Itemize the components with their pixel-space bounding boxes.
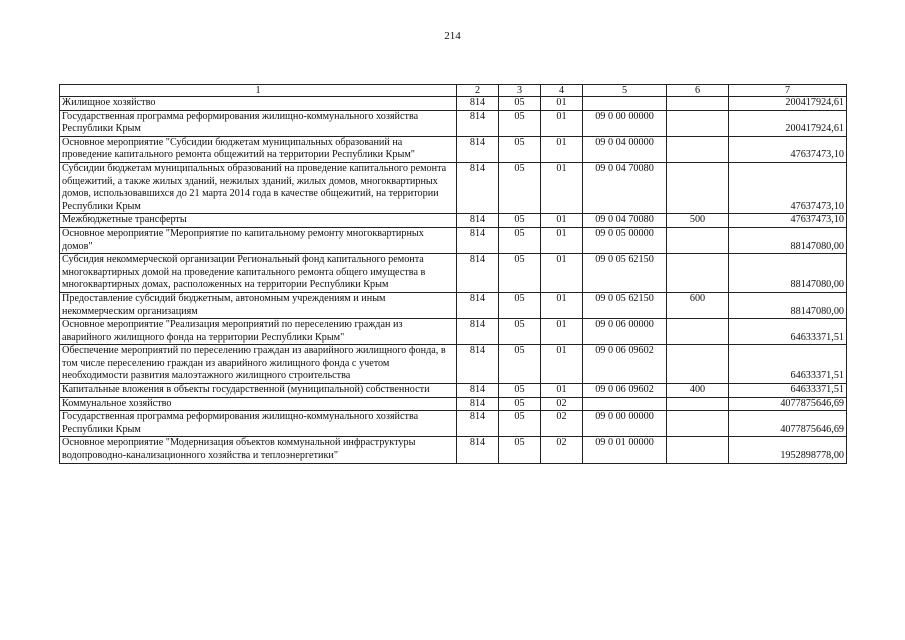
row-target-article-cell: 09 0 05 62150 xyxy=(583,254,667,293)
row-section-cell: 05 xyxy=(499,319,541,345)
row-amount-cell: 4077875646,69 xyxy=(729,411,847,437)
row-amount-cell: 200417924,61 xyxy=(729,97,847,111)
column-header: 6 xyxy=(667,85,729,97)
row-target-article-cell: 09 0 05 00000 xyxy=(583,227,667,253)
table-row xyxy=(60,345,847,384)
row-expense-type-cell: 400 xyxy=(667,384,729,398)
row-name-cell: Основное мероприятие "Субсидии бюджетам муниципальных образований на проведение капитального ремонта общежитий на территории Республики Крым" xyxy=(60,136,457,162)
row-amount-cell: 88147080,00 xyxy=(729,254,847,293)
row-target-article-cell: 09 0 05 62150 xyxy=(583,292,667,318)
row-subsection-cell: 01 xyxy=(541,319,583,345)
row-subsection-cell: 01 xyxy=(541,110,583,136)
row-code-cell: 814 xyxy=(457,227,499,253)
table-row xyxy=(60,136,847,162)
row-code-cell: 814 xyxy=(457,110,499,136)
row-section-cell: 05 xyxy=(499,397,541,411)
column-header: 4 xyxy=(541,85,583,97)
row-expense-type-cell xyxy=(667,319,729,345)
table-row xyxy=(60,397,847,411)
row-target-article-cell: 09 0 04 00000 xyxy=(583,136,667,162)
row-name-cell: Коммунальное хозяйство xyxy=(60,397,457,411)
row-amount-cell: 200417924,61 xyxy=(729,110,847,136)
row-section-cell: 05 xyxy=(499,162,541,213)
row-code-cell: 814 xyxy=(457,319,499,345)
table-row xyxy=(60,411,847,437)
row-name-cell: Основное мероприятие "Мероприятие по капитальному ремонту многоквартирных домов" xyxy=(60,227,457,253)
row-code-cell: 814 xyxy=(457,97,499,111)
row-amount-cell: 4077875646,69 xyxy=(729,397,847,411)
row-section-cell: 05 xyxy=(499,97,541,111)
row-subsection-cell: 01 xyxy=(541,136,583,162)
row-target-article-cell: 09 0 00 00000 xyxy=(583,110,667,136)
row-name-cell: Межбюджетные трансферты xyxy=(60,214,457,228)
row-name-cell: Государственная программа реформирования жилищно-коммунального хозяйства Республики Крым xyxy=(60,411,457,437)
row-amount-cell: 64633371,51 xyxy=(729,319,847,345)
row-code-cell: 814 xyxy=(457,292,499,318)
row-expense-type-cell xyxy=(667,411,729,437)
table-row xyxy=(60,162,847,213)
row-section-cell: 05 xyxy=(499,110,541,136)
row-section-cell: 05 xyxy=(499,411,541,437)
row-expense-type-cell xyxy=(667,345,729,384)
row-subsection-cell: 02 xyxy=(541,411,583,437)
row-expense-type-cell: 500 xyxy=(667,214,729,228)
table-row xyxy=(60,384,847,398)
column-header: 2 xyxy=(457,85,499,97)
row-name-cell: Субсидия некоммерческой организации Региональный фонд капитального ремонта многоквартирных домой на проведение капитального ремонта общего имущества в многоквартирных домах, расположенных на территории Республики Крым xyxy=(60,254,457,293)
row-code-cell: 814 xyxy=(457,162,499,213)
row-section-cell: 05 xyxy=(499,384,541,398)
row-name-cell: Основное мероприятие "Реализация мероприятий по переселению граждан из аварийного жилищного фонда на территории Республики Крым" xyxy=(60,319,457,345)
row-code-cell: 814 xyxy=(457,254,499,293)
row-expense-type-cell: 600 xyxy=(667,292,729,318)
table-row xyxy=(60,254,847,293)
row-code-cell: 814 xyxy=(457,437,499,463)
row-amount-cell: 64633371,51 xyxy=(729,345,847,384)
row-code-cell: 814 xyxy=(457,384,499,398)
row-amount-cell: 47637473,10 xyxy=(729,136,847,162)
row-name-cell: Основное мероприятие "Модернизация объектов коммунальной инфраструктуры водопроводно-канализационного хозяйства и теплоэнергетики" xyxy=(60,437,457,463)
table-row xyxy=(60,97,847,111)
page-number: 214 xyxy=(444,30,461,42)
row-target-article-cell: 09 0 06 09602 xyxy=(583,345,667,384)
column-header: 1 xyxy=(60,85,457,97)
column-header: 7 xyxy=(729,85,847,97)
row-expense-type-cell xyxy=(667,437,729,463)
row-subsection-cell: 01 xyxy=(541,254,583,293)
row-subsection-cell: 01 xyxy=(541,345,583,384)
row-code-cell: 814 xyxy=(457,345,499,384)
row-code-cell: 814 xyxy=(457,397,499,411)
row-amount-cell: 64633371,51 xyxy=(729,384,847,398)
column-header: 5 xyxy=(583,85,667,97)
row-subsection-cell: 02 xyxy=(541,437,583,463)
row-subsection-cell: 01 xyxy=(541,214,583,228)
table-row xyxy=(60,437,847,463)
row-code-cell: 814 xyxy=(457,214,499,228)
row-subsection-cell: 01 xyxy=(541,292,583,318)
row-subsection-cell: 01 xyxy=(541,384,583,398)
row-name-cell: Жилищное хозяйство xyxy=(60,97,457,111)
row-name-cell: Капитальные вложения в объекты государственной (муниципальной) собственности xyxy=(60,384,457,398)
budget-table xyxy=(59,84,847,464)
table-row xyxy=(60,110,847,136)
row-target-article-cell: 09 0 06 00000 xyxy=(583,319,667,345)
row-subsection-cell: 01 xyxy=(541,227,583,253)
row-section-cell: 05 xyxy=(499,345,541,384)
column-header: 3 xyxy=(499,85,541,97)
row-amount-cell: 1952898778,00 xyxy=(729,437,847,463)
row-section-cell: 05 xyxy=(499,437,541,463)
row-amount-cell: 88147080,00 xyxy=(729,227,847,253)
row-amount-cell: 88147080,00 xyxy=(729,292,847,318)
row-expense-type-cell xyxy=(667,97,729,111)
table-header-row xyxy=(60,85,847,97)
row-expense-type-cell xyxy=(667,110,729,136)
row-section-cell: 05 xyxy=(499,214,541,228)
row-name-cell: Государственная программа реформирования жилищно-коммунального хозяйства Республики Крым xyxy=(60,110,457,136)
row-amount-cell: 47637473,10 xyxy=(729,162,847,213)
row-amount-cell: 47637473,10 xyxy=(729,214,847,228)
row-name-cell: Предоставление субсидий бюджетным, автономным учреждениям и иным некоммерческим организациям xyxy=(60,292,457,318)
row-expense-type-cell xyxy=(667,397,729,411)
table-row xyxy=(60,227,847,253)
table-row xyxy=(60,214,847,228)
row-target-article-cell: 09 0 04 70080 xyxy=(583,162,667,213)
row-section-cell: 05 xyxy=(499,227,541,253)
row-subsection-cell: 02 xyxy=(541,397,583,411)
table-row xyxy=(60,292,847,318)
row-name-cell: Субсидии бюджетам муниципальных образований на проведение капитального ремонта общежитий, а также жилых зданий, нежилых зданий, жилых домов, многоквартирных домов, использовавшихся до 21 марта 2014 года в качестве общежитий, на территории Республики Крым xyxy=(60,162,457,213)
row-target-article-cell xyxy=(583,397,667,411)
row-expense-type-cell xyxy=(667,254,729,293)
row-target-article-cell: 09 0 04 70080 xyxy=(583,214,667,228)
row-code-cell: 814 xyxy=(457,411,499,437)
row-target-article-cell xyxy=(583,97,667,111)
row-section-cell: 05 xyxy=(499,254,541,293)
row-section-cell: 05 xyxy=(499,292,541,318)
row-target-article-cell: 09 0 01 00000 xyxy=(583,437,667,463)
row-name-cell: Обеспечение мероприятий по переселению граждан из аварийного жилищного фонда, в том числе переселению граждан из аварийного жилищного фонда с учетом необходимости развития малоэтажного жилищного строительства xyxy=(60,345,457,384)
row-target-article-cell: 09 0 00 00000 xyxy=(583,411,667,437)
row-target-article-cell: 09 0 06 09602 xyxy=(583,384,667,398)
row-expense-type-cell xyxy=(667,136,729,162)
row-expense-type-cell xyxy=(667,227,729,253)
row-code-cell: 814 xyxy=(457,136,499,162)
row-expense-type-cell xyxy=(667,162,729,213)
row-subsection-cell: 01 xyxy=(541,162,583,213)
table-row xyxy=(60,319,847,345)
row-section-cell: 05 xyxy=(499,136,541,162)
row-subsection-cell: 01 xyxy=(541,97,583,111)
